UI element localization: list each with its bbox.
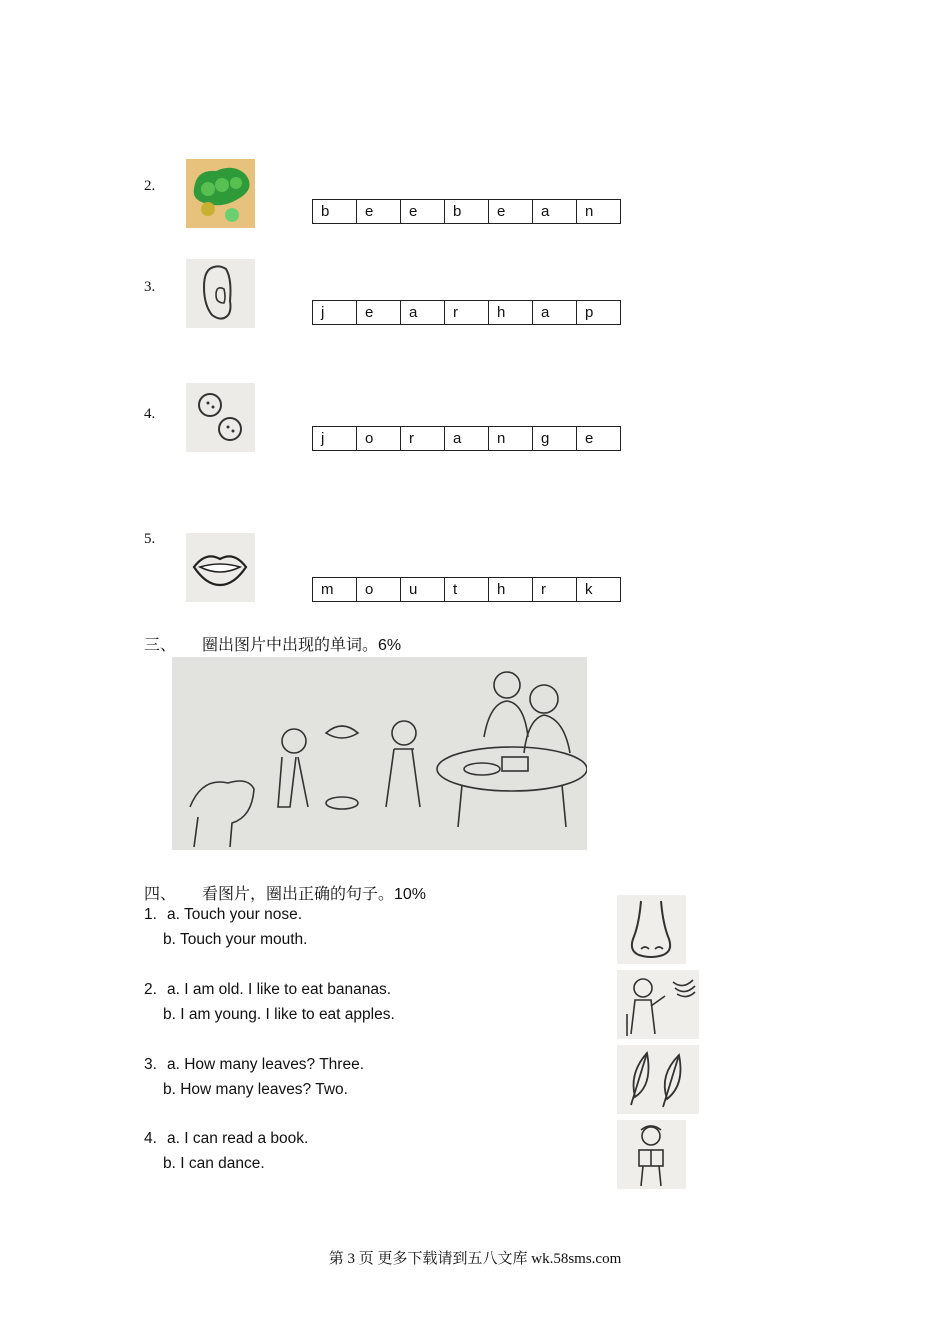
letter-cell[interactable]: h xyxy=(489,578,533,602)
section-instruction: 圈出图片中出现的单词。6% xyxy=(202,637,402,654)
page-footer: 第 3 页 更多下载请到五八文库 wk.58sms.com xyxy=(328,1251,622,1267)
option-a[interactable]: a. I can read a book. xyxy=(167,1130,309,1147)
section-marker: 三、 xyxy=(144,637,177,654)
question-number: 4. xyxy=(144,1130,157,1147)
letter-grid xyxy=(312,199,621,224)
ear-picture xyxy=(186,259,255,328)
option-b[interactable]: b. I am young. I like to eat apples. xyxy=(163,1006,395,1023)
oranges-picture xyxy=(186,383,255,452)
question-number: 1. xyxy=(144,906,157,923)
letter-cell[interactable]: a xyxy=(401,301,445,325)
letter-cell[interactable]: e xyxy=(489,200,533,224)
letter-grid xyxy=(312,300,621,325)
bean-pod-picture xyxy=(186,159,255,228)
letter-cell[interactable]: n xyxy=(577,200,621,224)
letter-cell[interactable]: h xyxy=(489,301,533,325)
boy-reading-picture xyxy=(617,1120,686,1189)
nose-picture xyxy=(617,895,686,964)
letter-cell[interactable]: e xyxy=(577,427,621,451)
letter-grid xyxy=(312,577,621,602)
two-leaves-picture xyxy=(617,1045,699,1114)
letter-cell[interactable]: u xyxy=(401,578,445,602)
family-picnic-scene xyxy=(172,657,587,850)
question-number: 3. xyxy=(144,1056,157,1073)
section-instruction: 看图片，圈出正确的句子。10% xyxy=(202,886,427,903)
item-number: 5. xyxy=(144,531,156,547)
letter-cell[interactable]: o xyxy=(357,427,401,451)
option-a[interactable]: a. I am old. I like to eat bananas. xyxy=(167,981,392,998)
item-number: 2. xyxy=(144,178,156,194)
option-b[interactable]: b. I can dance. xyxy=(163,1155,265,1172)
letter-cell[interactable]: t xyxy=(445,578,489,602)
item-number: 3. xyxy=(144,279,156,295)
old-man-bananas-picture xyxy=(617,970,699,1039)
letter-cell[interactable]: k xyxy=(577,578,621,602)
letter-cell[interactable]: m xyxy=(313,578,357,602)
letter-cell[interactable]: b xyxy=(445,200,489,224)
letter-cell[interactable]: b xyxy=(313,200,357,224)
option-a[interactable]: a. How many leaves? Three. xyxy=(167,1056,365,1073)
letter-cell[interactable]: a xyxy=(533,200,577,224)
option-b[interactable]: b. Touch your mouth. xyxy=(163,931,308,948)
section-marker: 四、 xyxy=(144,886,177,903)
letter-cell[interactable]: r xyxy=(445,301,489,325)
letter-cell[interactable]: j xyxy=(313,301,357,325)
letter-cell[interactable]: e xyxy=(357,301,401,325)
option-b[interactable]: b. How many leaves? Two. xyxy=(163,1081,348,1098)
letter-grid xyxy=(312,426,621,451)
letter-cell[interactable]: r xyxy=(533,578,577,602)
item-number: 4. xyxy=(144,406,156,422)
option-a[interactable]: a. Touch your nose. xyxy=(167,906,302,923)
section-4-heading xyxy=(144,881,426,904)
section-3-heading xyxy=(144,632,401,655)
letter-cell[interactable]: n xyxy=(489,427,533,451)
letter-cell[interactable]: e xyxy=(357,200,401,224)
letter-cell[interactable]: r xyxy=(401,427,445,451)
letter-cell[interactable]: g xyxy=(533,427,577,451)
letter-cell[interactable]: a xyxy=(533,301,577,325)
letter-cell[interactable]: e xyxy=(401,200,445,224)
letter-cell[interactable]: j xyxy=(313,427,357,451)
question-number: 2. xyxy=(144,981,157,998)
letter-cell[interactable]: a xyxy=(445,427,489,451)
mouth-picture xyxy=(186,533,255,602)
letter-cell[interactable]: p xyxy=(577,301,621,325)
letter-cell[interactable]: o xyxy=(357,578,401,602)
